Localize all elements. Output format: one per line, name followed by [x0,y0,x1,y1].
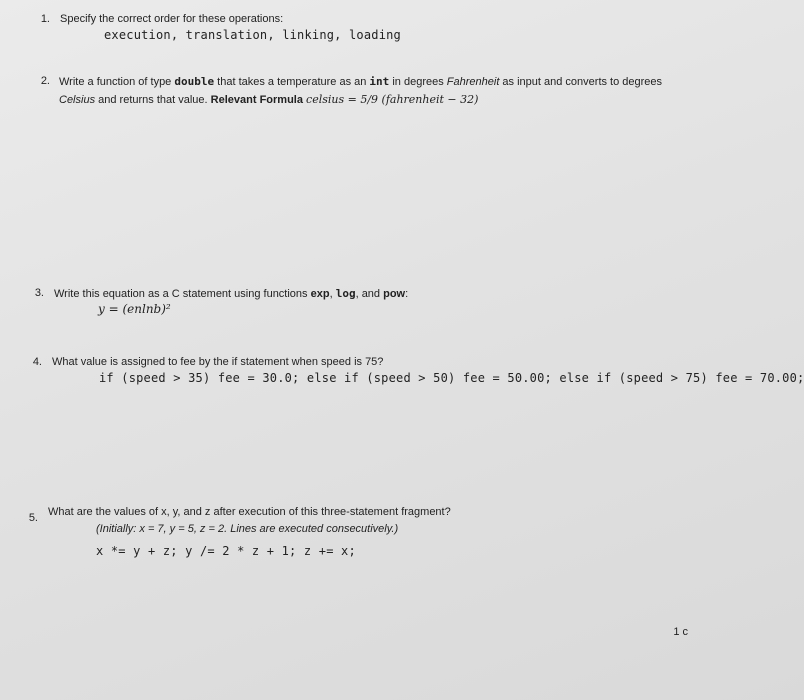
question-prompt: Specify the correct order for these operations: [60,13,284,25]
function-pow: pow [383,288,406,300]
question-number: 3. [34,287,44,299]
question-number: 5. [28,512,38,524]
code-line: z += x; [303,544,356,558]
function-exp: exp [310,288,330,300]
question-number: 2. [40,75,50,87]
question-number: 4. [32,356,42,368]
code-line: else if (speed > 75) [559,371,708,385]
celsius-term: Celsius [59,94,96,106]
code-block [99,370,804,387]
code-line: fee = 50.00; [462,371,552,385]
keyword-int: int [369,75,390,88]
operations-list: execution, translation, linking, loading [104,28,401,42]
code-line: fee = 30.0; [217,371,300,385]
code-line: y /= 2 * z + 1; [185,544,297,558]
code-line: else if (speed > 50) [306,371,456,385]
code-line: fee = 70.00; [715,371,804,385]
formula-label: Relevant Formula [210,94,303,106]
equation: y = (enlnb)² [98,302,171,316]
function-log: log [335,287,356,300]
question-prompt: What are the values of x, y, and z after execution of this three-statement fragment? [48,506,451,518]
initial-values-note: (Initially: x = 7, y = 5, z = 2. Lines are executed consecutively.) [96,523,399,535]
fahrenheit-term: Fahrenheit [446,76,500,88]
question-prompt: Write this equation as a C statement using functions exp, log, and pow: [54,287,409,300]
question-prompt-line-2: Celsius and returns that value. Relevant Formula celsius = 5/9 (fahrenheit − 32) [59,93,479,106]
code-line: if (speed > 35) [99,371,211,385]
question-prompt-line-1: Write a function of type double that takes a temperature as an int in degrees Fahrenheit as input and converts to degrees [59,75,663,88]
question-number: 1. [40,13,50,25]
formula: celsius = 5/9 (fahrenheit − 32) [306,93,479,106]
page-number: 1 c [673,626,688,638]
code-block [96,542,356,561]
question-prompt: What value is assigned to fee by the if statement when speed is 75? [52,356,384,368]
code-line: x *= y + z; [96,544,178,558]
keyword-double: double [174,75,215,88]
